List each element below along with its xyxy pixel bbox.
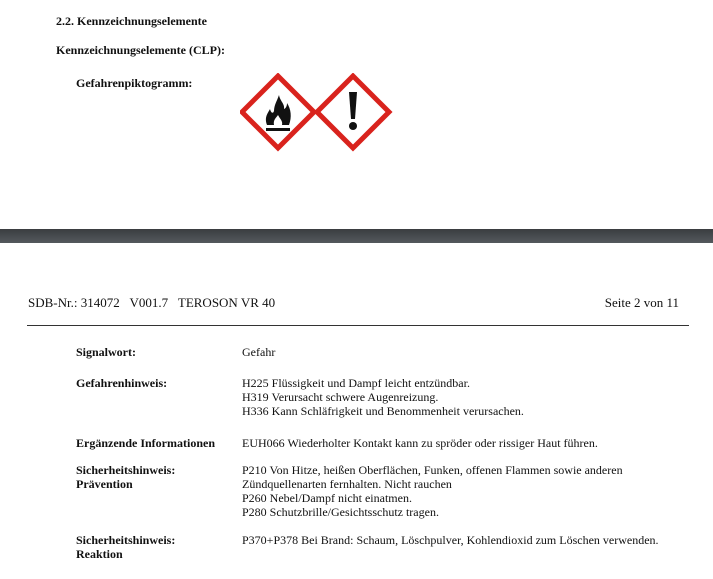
row-label: Signalwort: — [76, 345, 136, 359]
ghs-pictograms — [240, 73, 395, 153]
row-value: P210 Von Hitze, heißen Oberflächen, Funken, offenen Flammen sowie anderen Zündquellenarten fernhalten. Nicht rauchen P260 Nebel/Dampf nicht einatmen. P280 Schutzbrille/Gesichtsschutz tragen. — [242, 463, 623, 519]
page-separator — [0, 229, 713, 243]
pictogram-label: Gefahrenpiktogramm: — [76, 76, 193, 90]
clp-heading: Kennzeichnungselemente (CLP): — [56, 43, 225, 57]
row-value: P370+P378 Bei Brand: Schaum, Löschpulver, Kohlendioxid zum Löschen verwenden. — [242, 533, 659, 547]
row-label: Sicherheitshinweis: Reaktion — [76, 533, 176, 561]
section-title: 2.2. Kennzeichnungselemente — [56, 14, 207, 28]
page-number: Seite 2 von 11 — [604, 295, 679, 310]
flame-icon — [242, 76, 314, 148]
row-label: Sicherheitshinweis: Prävention — [76, 463, 176, 491]
header-rule — [27, 325, 689, 326]
row-value: H225 Flüssigkeit und Dampf leicht entzündbar. H319 Verursacht schwere Augenreizung. H336 Kann Schläfrigkeit und Benommenheit verursachen. — [242, 376, 524, 418]
row-value: Gefahr — [242, 345, 276, 359]
row-value: EUH066 Wiederholter Kontakt kann zu spröder oder rissiger Haut führen. — [242, 436, 598, 450]
row-label: Ergänzende Informationen — [76, 436, 215, 450]
exclamation-icon — [317, 76, 389, 148]
row-label: Gefahrenhinweis: — [76, 376, 168, 390]
header-sdb: SDB-Nr.: 314072 V001.7 TEROSON VR 40 — [28, 295, 276, 310]
